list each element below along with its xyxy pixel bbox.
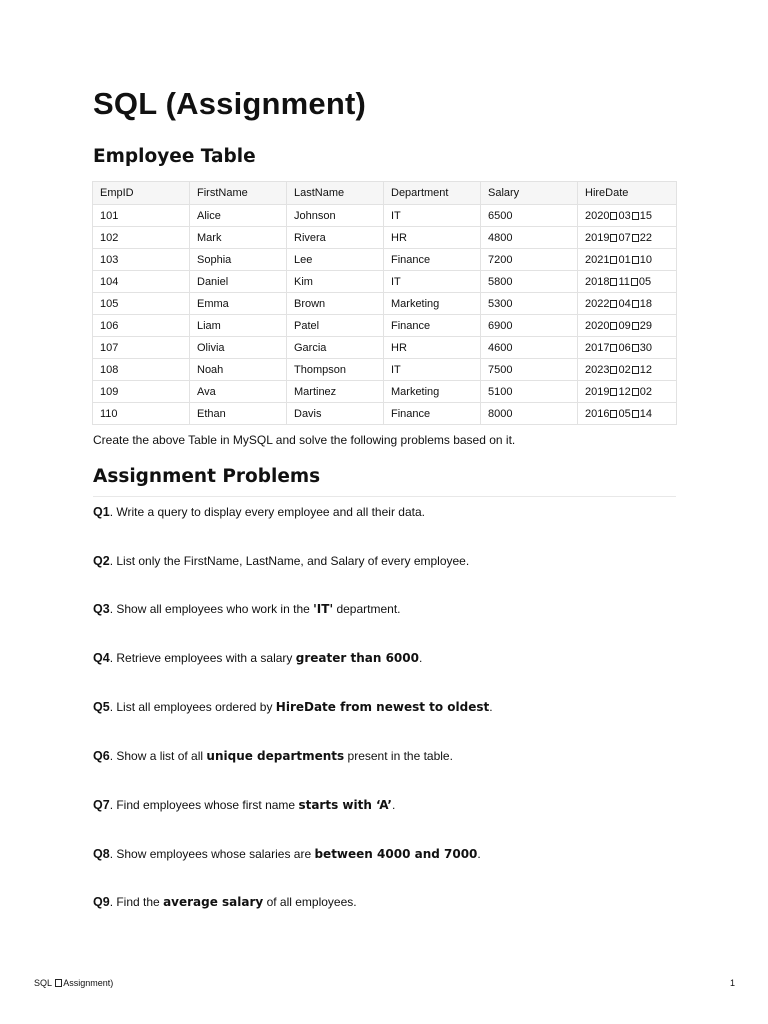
table-cell-department: IT bbox=[384, 271, 481, 293]
table-cell-lastname: Kim bbox=[287, 271, 384, 293]
column-header-empid: EmpID bbox=[93, 182, 190, 205]
employee-table-heading: Employee Table bbox=[93, 146, 256, 167]
question-emphasis: HireDate from newest to oldest bbox=[275, 700, 490, 714]
table-cell-department: IT bbox=[384, 359, 481, 381]
table-cell-hiredate: 2016 05 14 bbox=[578, 403, 677, 425]
table-cell-lastname: Davis bbox=[287, 403, 384, 425]
question-number: Q6 bbox=[93, 749, 110, 763]
column-header-salary: Salary bbox=[481, 182, 578, 205]
table-cell-lastname: Garcia bbox=[287, 337, 384, 359]
question-item bbox=[93, 554, 469, 568]
table-cell-empid: 109 bbox=[93, 381, 190, 403]
missing-glyph-box bbox=[632, 388, 639, 396]
question-text: . Retrieve employees with a salary bbox=[109, 651, 296, 665]
table-cell-firstname: Mark bbox=[190, 227, 287, 249]
question-number: Q9 bbox=[93, 895, 110, 909]
table-cell-salary: 4800 bbox=[481, 227, 578, 249]
table-cell-salary: 6500 bbox=[481, 205, 578, 227]
question-emphasis: greater than 6000 bbox=[295, 651, 419, 665]
table-cell-empid: 107 bbox=[93, 337, 190, 359]
question-item bbox=[93, 798, 395, 812]
table-cell-empid: 101 bbox=[93, 205, 190, 227]
table-row bbox=[93, 249, 677, 271]
table-cell-department: Finance bbox=[384, 249, 481, 271]
question-item bbox=[93, 749, 453, 763]
question-item bbox=[93, 847, 481, 861]
question-text: . Write a query to display every employee and all their data. bbox=[109, 505, 425, 519]
table-cell-department: HR bbox=[384, 337, 481, 359]
question-emphasis: between 4000 and 7000 bbox=[314, 847, 478, 861]
table-cell-salary: 7200 bbox=[481, 249, 578, 271]
section-divider bbox=[93, 496, 676, 497]
table-cell-salary: 5300 bbox=[481, 293, 578, 315]
missing-glyph-box bbox=[610, 256, 617, 264]
missing-glyph-box bbox=[632, 234, 639, 242]
table-cell-empid: 103 bbox=[93, 249, 190, 271]
table-cell-hiredate: 2020 03 15 bbox=[578, 205, 677, 227]
table-row bbox=[93, 315, 677, 337]
missing-glyph-box bbox=[610, 234, 617, 242]
table-cell-firstname: Alice bbox=[190, 205, 287, 227]
table-row bbox=[93, 227, 677, 249]
question-emphasis: 'IT' bbox=[313, 602, 334, 616]
missing-glyph-box bbox=[610, 410, 617, 418]
table-instruction: Create the above Table in MySQL and solve the following problems based on it. bbox=[93, 433, 516, 447]
table-cell-department: Finance bbox=[384, 315, 481, 337]
table-row bbox=[93, 271, 677, 293]
table-cell-salary: 4600 bbox=[481, 337, 578, 359]
question-number: Q7 bbox=[93, 798, 110, 812]
question-text-end: . bbox=[489, 700, 493, 714]
question-text: . Show a list of all bbox=[109, 749, 207, 763]
missing-glyph-box bbox=[632, 300, 639, 308]
table-cell-salary: 5800 bbox=[481, 271, 578, 293]
column-header-firstname: FirstName bbox=[190, 182, 287, 205]
question-number: Q8 bbox=[93, 847, 110, 861]
table-row bbox=[93, 359, 677, 381]
table-cell-lastname: Patel bbox=[287, 315, 384, 337]
question-text: . Show all employees who work in the bbox=[109, 602, 314, 616]
question-number: Q1 bbox=[93, 505, 110, 519]
missing-glyph-box bbox=[610, 344, 617, 352]
question-item bbox=[93, 602, 401, 616]
column-header-hiredate: HireDate bbox=[578, 182, 677, 205]
question-text: . Find employees whose first name bbox=[109, 798, 299, 812]
missing-glyph-box bbox=[610, 212, 617, 220]
column-header-lastname: LastName bbox=[287, 182, 384, 205]
table-cell-lastname: Rivera bbox=[287, 227, 384, 249]
table-cell-lastname: Thompson bbox=[287, 359, 384, 381]
missing-glyph-box bbox=[632, 410, 639, 418]
missing-glyph-box bbox=[632, 256, 639, 264]
table-cell-lastname: Johnson bbox=[287, 205, 384, 227]
missing-glyph-box bbox=[610, 366, 617, 374]
employee-table bbox=[92, 181, 677, 425]
table-cell-department: Finance bbox=[384, 403, 481, 425]
missing-glyph-box bbox=[610, 300, 617, 308]
table-cell-lastname: Martinez bbox=[287, 381, 384, 403]
table-cell-salary: 6900 bbox=[481, 315, 578, 337]
question-emphasis: unique departments bbox=[206, 749, 345, 763]
table-cell-firstname: Olivia bbox=[190, 337, 287, 359]
column-header-department: Department bbox=[384, 182, 481, 205]
question-text-end: . bbox=[418, 651, 423, 665]
question-number: Q5 bbox=[93, 700, 110, 714]
table-cell-hiredate: 2018 11 05 bbox=[578, 271, 677, 293]
table-row bbox=[93, 205, 677, 227]
table-cell-firstname: Emma bbox=[190, 293, 287, 315]
question-item bbox=[93, 505, 425, 519]
table-cell-salary: 7500 bbox=[481, 359, 578, 381]
footer-page-number: 1 bbox=[730, 978, 736, 988]
table-cell-department: Marketing bbox=[384, 293, 481, 315]
table-cell-hiredate: 2017 06 30 bbox=[578, 337, 677, 359]
question-text-end: . bbox=[391, 798, 396, 812]
question-emphasis: starts with ‘A’ bbox=[298, 798, 392, 812]
table-cell-empid: 106 bbox=[93, 315, 190, 337]
footer-document-title: SQL Assignment) bbox=[34, 978, 114, 988]
table-cell-department: IT bbox=[384, 205, 481, 227]
missing-glyph-box bbox=[632, 212, 639, 220]
table-cell-hiredate: 2022 04 18 bbox=[578, 293, 677, 315]
table-cell-firstname: Liam bbox=[190, 315, 287, 337]
table-cell-hiredate: 2019 12 02 bbox=[578, 381, 677, 403]
table-cell-empid: 108 bbox=[93, 359, 190, 381]
question-number: Q4 bbox=[93, 651, 110, 665]
table-cell-firstname: Ava bbox=[190, 381, 287, 403]
question-text-end: present in the table. bbox=[344, 749, 453, 763]
table-cell-firstname: Noah bbox=[190, 359, 287, 381]
table-row bbox=[93, 381, 677, 403]
table-cell-lastname: Brown bbox=[287, 293, 384, 315]
question-item bbox=[93, 651, 422, 665]
question-text: . List only the FirstName, LastName, and Salary of every employee. bbox=[109, 554, 470, 568]
table-row bbox=[93, 293, 677, 315]
table-cell-hiredate: 2020 09 29 bbox=[578, 315, 677, 337]
table-cell-salary: 8000 bbox=[481, 403, 578, 425]
missing-glyph-box bbox=[610, 388, 617, 396]
missing-glyph-box bbox=[55, 979, 62, 987]
table-cell-empid: 102 bbox=[93, 227, 190, 249]
table-cell-hiredate: 2021 01 10 bbox=[578, 249, 677, 271]
assignment-problems-heading: Assignment Problems bbox=[93, 466, 321, 487]
table-cell-firstname: Daniel bbox=[190, 271, 287, 293]
missing-glyph-box bbox=[610, 322, 617, 330]
page-title: SQL (Assignment) bbox=[93, 86, 367, 121]
question-text-end: . bbox=[477, 847, 481, 861]
question-emphasis: average salary bbox=[163, 895, 264, 909]
question-text: . Show employees whose salaries are bbox=[109, 847, 315, 861]
table-cell-lastname: Lee bbox=[287, 249, 384, 271]
missing-glyph-box bbox=[632, 344, 639, 352]
table-cell-hiredate: 2023 02 12 bbox=[578, 359, 677, 381]
question-item bbox=[93, 895, 357, 909]
table-cell-empid: 105 bbox=[93, 293, 190, 315]
question-number: Q2 bbox=[93, 554, 110, 568]
question-item bbox=[93, 700, 493, 714]
question-text-end: department. bbox=[333, 602, 401, 616]
table-cell-firstname: Ethan bbox=[190, 403, 287, 425]
question-number: Q3 bbox=[93, 602, 110, 616]
question-text: . Find the bbox=[109, 895, 164, 909]
table-cell-department: HR bbox=[384, 227, 481, 249]
table-row bbox=[93, 337, 677, 359]
table-cell-empid: 110 bbox=[93, 403, 190, 425]
missing-glyph-box bbox=[631, 278, 638, 286]
table-header-row bbox=[93, 182, 677, 205]
table-cell-firstname: Sophia bbox=[190, 249, 287, 271]
table-cell-department: Marketing bbox=[384, 381, 481, 403]
table-cell-salary: 5100 bbox=[481, 381, 578, 403]
missing-glyph-box bbox=[632, 366, 639, 374]
question-text-end: of all employees. bbox=[263, 895, 357, 909]
table-cell-empid: 104 bbox=[93, 271, 190, 293]
table-row bbox=[93, 403, 677, 425]
missing-glyph-box bbox=[610, 278, 617, 286]
missing-glyph-box bbox=[632, 322, 639, 330]
table-cell-hiredate: 2019 07 22 bbox=[578, 227, 677, 249]
question-text: . List all employees ordered by bbox=[109, 700, 276, 714]
